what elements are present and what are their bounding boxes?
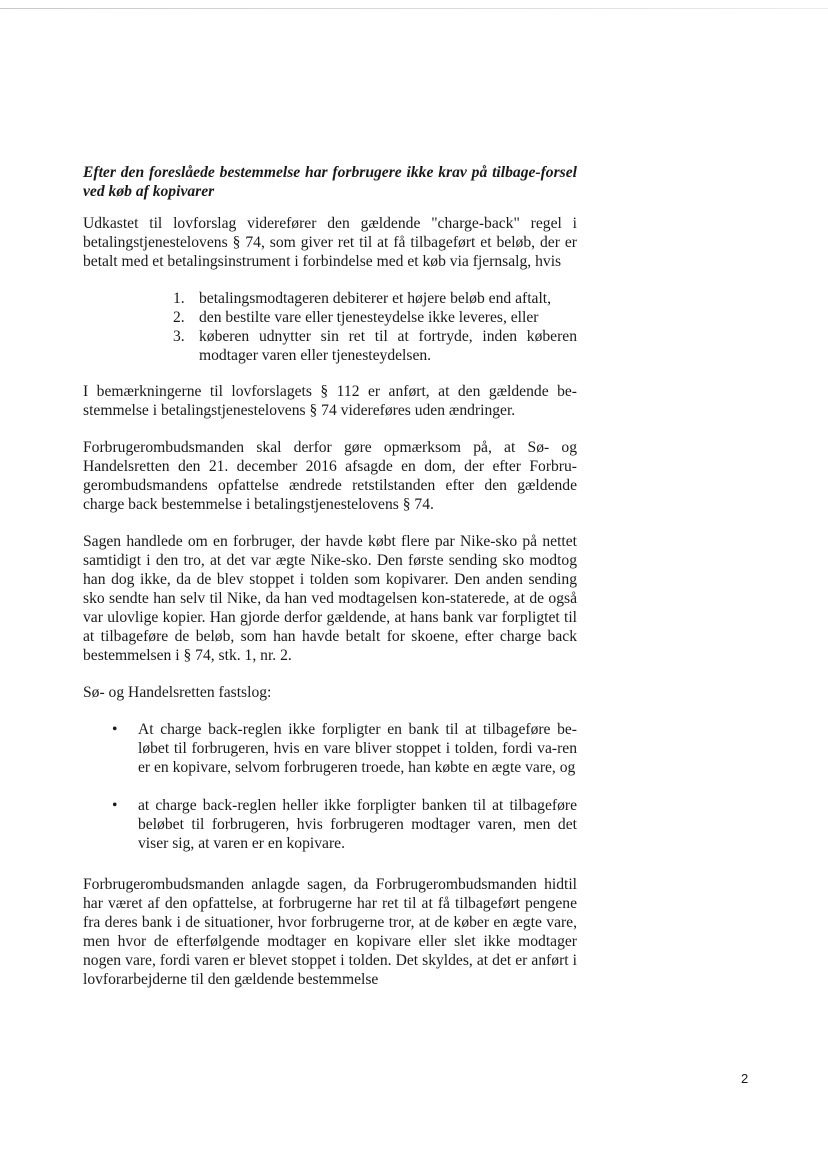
page-number: 2 <box>741 1071 749 1086</box>
bullet-marker: • <box>112 797 118 814</box>
bullet-list-item <box>112 796 577 853</box>
numbered-list-item <box>173 327 577 365</box>
numbered-list-item <box>173 289 577 308</box>
paragraph-court-ruling-intro: Sø- og Handelsretten fastslog: <box>83 684 272 701</box>
paragraph-remarks: I bemærkningerne til lovforslagets § 112 er anført, at den gældende be-stemmelse i betalingstjenestelovens § 74 videreføres uden ændringer. <box>83 383 577 419</box>
top-scan-rule <box>0 8 828 9</box>
list-number: 1. <box>173 290 185 307</box>
paragraph-ombudsman-notice: Forbrugerombudsmanden skal derfor gøre opmærksom på, at Sø- og Handelsretten den 21. december 2016 afsagde en dom, der efter Forbru-gerombudsmandens opfattelse ændrede retstilstanden efter den gældende charge back bestemmelse i betalingstjenestelovens § 74. <box>83 439 577 513</box>
bullet-item-text: At charge back-reglen ikke forpligter en bank til at tilbageføre be-løbet til forbrugeren, hvis en vare bliver stoppet i tolden, fordi va-ren er en kopivare, selvom forbrugeren troede, han købte en ægte vare, og <box>138 721 577 776</box>
list-item-text: køberen udnytter sin ret til at fortryde, inden køberen modtager varen eller tjenesteydelsen. <box>199 328 577 364</box>
bullet-list-item <box>112 720 577 777</box>
list-number: 2. <box>173 309 185 326</box>
list-number: 3. <box>173 328 185 345</box>
paragraph-conclusion: Forbrugerombudsmanden anlagde sagen, da Forbrugerombudsmanden hidtil har været af den opfattelse, at forbrugerne har ret til at få tilbageført pengene fra deres bank i de situationer, hvor forbrugerne tror, at de køber en ægte vare, men hvor de efterfølgende modtager en kopivare eller slet ikke modtager nogen vare, fordi varen er blevet stoppet i tolden. Det skyldes, at det er anført i lovforarbejderne til den gældende bestemmelse <box>83 876 577 988</box>
numbered-list-item <box>173 308 577 327</box>
list-item-text: den bestilte vare eller tjenesteydelse ikke leveres, eller <box>199 309 539 326</box>
document-body <box>83 163 577 1007</box>
bullet-marker: • <box>112 721 118 738</box>
paragraph-case-description: Sagen handlede om en forbruger, der havde købt flere par Nike-sko på nettet samtidigt i den tro, at det var ægte Nike-sko. Den første sending sko modtog han dog ikke, da de blev stoppet i tolden som kopivarer. Den anden sending sko sendte han selv til Nike, da han ved modtagelsen kon-staterede, at de også var ulovlige kopier. Han gjorde derfor gældende, at hans bank var forpligtet til at tilbageføre de beløb, som han havde betalt for skoene, efter charge back bestemmelsen i § 74, stk. 1, nr. 2. <box>83 533 577 664</box>
section-heading: Efter den foreslåede bestemmelse har forbrugere ikke krav på tilbage-forsel ved køb af kopivarer <box>83 164 577 200</box>
numbered-list <box>83 289 577 365</box>
paragraph-intro: Udkastet til lovforslag viderefører den gældende "charge-back" regel i betalingstjenestelovens § 74, som giver ret til at få tilbageført et beløb, der er betalt med et betalingsinstrument i forbindelse med et køb via fjernsalg, hvis <box>83 215 577 270</box>
bullet-item-text: at charge back-reglen heller ikke forpligter banken til at tilbageføre beløbet til forbrugeren, hvis forbrugeren modtager varen, men det viser sig, at varen er en kopivare. <box>138 797 577 852</box>
bullet-list <box>83 720 577 853</box>
list-item-text: betalingsmodtageren debiterer et højere beløb end aftalt, <box>199 290 552 307</box>
